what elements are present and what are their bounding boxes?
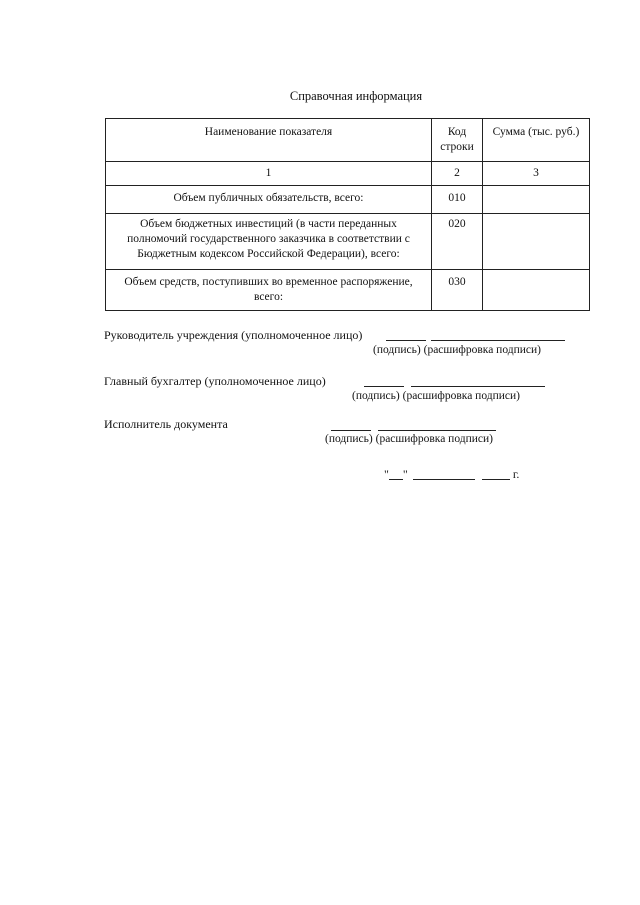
head-signature-label: Руководитель учреждения (уполномоченное лицо)	[104, 328, 363, 342]
row-code: 010	[432, 186, 483, 214]
head-signature-caption: (подпись) (расшифровка подписи)	[373, 344, 542, 356]
date-year-field[interactable]	[482, 467, 510, 480]
column-number-2: 2	[432, 162, 483, 186]
header-line-code: Код строки	[432, 119, 483, 162]
date-line	[384, 465, 519, 482]
date-day-field[interactable]	[389, 467, 403, 480]
executor-signature-line[interactable]	[331, 418, 371, 431]
header-indicator-name: Наименование показателя	[106, 119, 432, 162]
executor-signature-caption: (подпись) (расшифровка подписи)	[325, 433, 494, 445]
date-quote-close: "	[402, 467, 408, 481]
row-sum-cell	[483, 214, 590, 270]
page-title: Справочная информация	[289, 89, 423, 103]
column-number-3: 3	[483, 162, 590, 186]
row-name: Объем публичных обязательств, всего:	[106, 186, 432, 214]
accountant-signature-caption: (подпись) (расшифровка подписи)	[352, 390, 521, 402]
row-name: Объем средств, поступивших во временное распоряжение, всего:	[106, 270, 432, 311]
head-signature-decoding-line[interactable]	[431, 328, 565, 341]
table-row	[106, 214, 590, 270]
date-year-suffix: г.	[512, 467, 520, 481]
row-code: 030	[432, 270, 483, 311]
executor-signature-label: Исполнитель документа	[104, 417, 228, 431]
accountant-signature-decoding-line[interactable]	[411, 374, 545, 387]
executor-signature-decoding-line[interactable]	[378, 418, 496, 431]
header-sum: Сумма (тыс. руб.)	[483, 119, 590, 162]
row-name: Объем бюджетных инвестиций (в части переданных полномочий государственного заказчика в соответствии с Бюджетным кодексом Российской Федерации), всего:	[106, 214, 432, 270]
head-signature-line[interactable]	[386, 328, 426, 341]
accountant-signature-label: Главный бухгалтер (уполномоченное лицо)	[104, 374, 326, 388]
table-row	[106, 186, 590, 214]
row-sum-cell	[483, 186, 590, 214]
table-row	[106, 270, 590, 311]
date-month-field[interactable]	[413, 467, 475, 480]
table-column-numbers-row	[106, 162, 590, 186]
reference-table	[105, 118, 590, 311]
row-sum-cell	[483, 270, 590, 311]
date-quote-open: "	[384, 467, 389, 481]
table-header-row	[106, 119, 590, 162]
accountant-signature-line[interactable]	[364, 374, 404, 387]
column-number-1: 1	[106, 162, 432, 186]
row-code: 020	[432, 214, 483, 270]
